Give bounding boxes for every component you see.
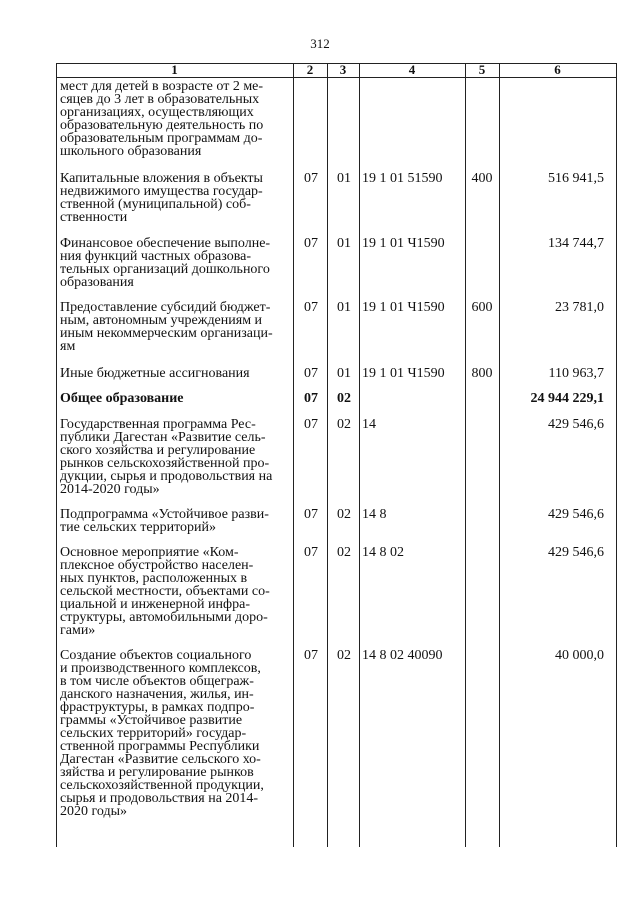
header-col-4: 4: [408, 62, 416, 77]
amount: 516 941,5: [548, 171, 604, 186]
subsection-code: 02: [337, 545, 351, 560]
target-article-code: 14 8 02 40090: [362, 648, 443, 663]
subsection-code: 01: [337, 171, 351, 186]
amount: 40 000,0: [555, 648, 604, 663]
row-name: Подпрограмма «Устойчивое разви- тие сельских территорий»: [60, 507, 269, 535]
row-name: Создание объектов социального и производственного комплексов, в том числе объектов общеграж- данского назначения, жилья, ин- фраструктуры, в рамках подпро- граммы «Устойчивое развитие сельских территорий» государ- ственной программы Республики Дагестан «Развитие сельского хо- зяйства и регулирование рынков сельскохозяйственной продукции, сырья и продовольствия на 2014- 2020 годы»: [60, 648, 264, 819]
header-col-2: 2: [306, 62, 314, 77]
amount: 110 963,7: [548, 366, 604, 381]
amount: 429 546,6: [548, 507, 604, 522]
column-rule-1: [293, 63, 294, 847]
expense-type-code: 400: [471, 171, 493, 186]
header-col-6: 6: [554, 62, 561, 77]
subsection-code: 01: [337, 300, 351, 315]
row-name: Общее образование: [60, 391, 184, 406]
subsection-code: 01: [337, 236, 351, 251]
column-rule-3: [359, 63, 360, 847]
row-name: мест для детей в возрасте от 2 ме- сяцев до 3 лет в образовательных организациях, осуществляющих образовательную деятельность по образовательным программам до- школьного образования: [60, 79, 264, 159]
header-col-1: 1: [171, 62, 178, 77]
column-rule-2: [327, 63, 328, 847]
expense-type-code: 800: [471, 366, 493, 381]
section-code: 07: [304, 391, 318, 406]
column-rule-4: [465, 63, 466, 847]
target-article-code: 14: [362, 417, 376, 432]
row-name: Предоставление субсидий бюджет- ным, автономным учреждениям и иным некоммерческим организаци- ям: [60, 300, 273, 354]
amount: 429 546,6: [548, 545, 604, 560]
target-article-code: 19 1 01 Ч1590: [362, 236, 445, 251]
section-code: 07: [304, 236, 318, 251]
row-name: Капитальные вложения в объекты недвижимого имущества государ- ственной (муниципальной) соб- ственности: [60, 171, 263, 225]
section-code: 07: [304, 300, 318, 315]
target-article-code: 19 1 01 Ч1590: [362, 366, 445, 381]
subsection-code: 02: [337, 507, 351, 522]
target-article-code: 14 8 02: [362, 545, 404, 560]
section-code: 07: [304, 648, 318, 663]
subsection-code: 02: [337, 648, 351, 663]
target-article-code: 14 8: [362, 507, 387, 522]
header-col-3: 3: [339, 62, 347, 77]
row-name: Иные бюджетные ассигнования: [60, 366, 250, 381]
column-rule-right: [616, 63, 617, 847]
section-code: 07: [304, 171, 318, 186]
column-rule-left: [56, 63, 57, 847]
table-header-border: [56, 77, 616, 78]
subsection-code: 02: [337, 417, 351, 432]
page-number: 312: [310, 36, 330, 51]
expense-type-code: 600: [471, 300, 493, 315]
section-code: 07: [304, 366, 318, 381]
subsection-code: 02: [337, 391, 351, 406]
amount: 23 781,0: [555, 300, 604, 315]
target-article-code: 19 1 01 51590: [362, 171, 443, 186]
section-code: 07: [304, 507, 318, 522]
target-article-code: 19 1 01 Ч1590: [362, 300, 445, 315]
row-name: Государственная программа Рес- публики Дагестан «Развитие сель- ского хозяйства и регулирование рынков сельскохозяйственной про- дукции, сырья и продовольствия на 2014-2020 годы»: [60, 417, 273, 497]
amount: 24 944 229,1: [530, 391, 604, 406]
section-code: 07: [304, 417, 318, 432]
subsection-code: 01: [337, 366, 351, 381]
amount: 134 744,7: [548, 236, 604, 251]
row-name: Финансовое обеспечение выполне- ния функций частных образова- тельных организаций дошкольного образования: [60, 236, 271, 290]
section-code: 07: [304, 545, 318, 560]
amount: 429 546,6: [548, 417, 604, 432]
header-col-5: 5: [478, 62, 486, 77]
row-name: Основное мероприятие «Ком- плексное обустройство населен- ных пунктов, расположенных в сельской местности, объектами со- циальной и инженерной инфра- структуры, автомобильными доро- гами»: [60, 545, 270, 638]
